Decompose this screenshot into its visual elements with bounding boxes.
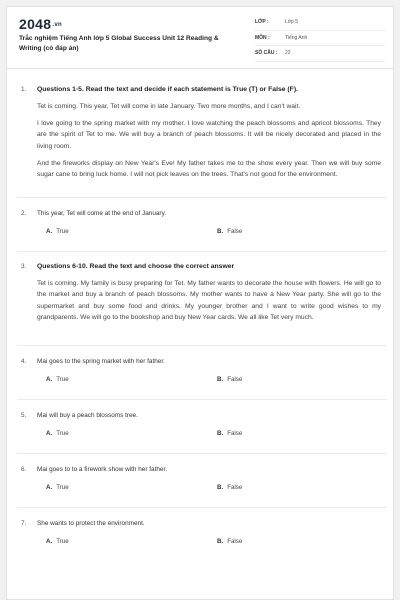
question-5 xyxy=(17,411,387,421)
question-7 xyxy=(17,519,387,529)
option-a[interactable]: A. True xyxy=(46,484,69,492)
question-number: 3. xyxy=(21,263,27,271)
meta-key: LỚP : xyxy=(255,19,269,26)
meta-row-subject xyxy=(255,31,385,47)
passage-paragraph: Tet is coming. My family is busy preparing for Tet. My father wants to decorate the house with flowers. He will go to the market and buy a branch of peach blossoms. My mother wants to have a New Year party. She will go to the supermarket and buy some food and drinks. My younger brother and I want to write good wishes to my grandparents. We will go to the bookshop and buy New Year cards. We all like Tet very much. xyxy=(37,280,381,321)
meta-value: 22 xyxy=(285,50,291,57)
meta-table xyxy=(255,15,385,62)
option-b[interactable]: B. False xyxy=(217,538,243,546)
passage-paragraph: And the fireworks display on New Year's Eve! My father takes me to the show every year. Then we will buy some sugar cane to bring luck home. I will not pick leaves on the trees. That's not good for the environment. xyxy=(37,159,381,179)
logo-text: 2048 xyxy=(19,16,52,32)
question-text: She wants to protect the environment. xyxy=(37,520,145,528)
option-a[interactable]: A. True xyxy=(46,430,69,438)
option-b[interactable]: B. False xyxy=(217,376,243,384)
option-a[interactable]: A. True xyxy=(46,376,69,384)
section-heading-2 xyxy=(17,262,387,272)
answer-options xyxy=(17,228,387,238)
question-number: 1. xyxy=(21,86,27,93)
site-logo[interactable] xyxy=(19,16,62,32)
passage-paragraph: I love going to the spring market with my mother. I love watching the peach blossoms and apricot blossoms. They are the spirit of Tet to me. We will buy a branch of peach blossoms. It will be nicely decorated and placed in the living room. xyxy=(37,120,381,150)
logo-suffix: .vn xyxy=(52,22,62,29)
meta-row-count xyxy=(255,46,385,62)
reading-passage-1 xyxy=(17,101,387,180)
question-number: 6. xyxy=(21,466,27,474)
reading-passage-2 xyxy=(17,278,387,323)
question-4 xyxy=(17,357,387,367)
page-header xyxy=(7,7,393,69)
question-text: Mai will buy a peach blossoms tree. xyxy=(37,412,138,420)
option-a[interactable]: A. True xyxy=(46,538,69,546)
answer-options xyxy=(17,430,387,440)
worksheet-page xyxy=(6,6,394,600)
question-text: Mai goes to to a firework show with her father. xyxy=(37,466,168,474)
question-2 xyxy=(17,209,387,219)
question-6 xyxy=(17,465,387,475)
passage-paragraph: Tet is coming. This year, Tet will come in late January. Two more months, and I can't wait. xyxy=(37,103,301,110)
option-b[interactable]: B. False xyxy=(217,228,243,236)
answer-options xyxy=(17,538,387,548)
meta-row-class xyxy=(255,15,385,31)
option-a[interactable]: A. True xyxy=(46,228,69,236)
question-heading: Questions 6-10. Read the text and choose the correct answer xyxy=(37,263,235,271)
question-number: 2. xyxy=(21,210,27,218)
question-number: 4. xyxy=(21,358,27,366)
answer-options xyxy=(17,376,387,386)
meta-value: Tiếng Anh xyxy=(285,34,308,41)
document-title: Trắc nghiệm Tiếng Anh lớp 5 Global Success Unit 12 Reading & Writing (có đáp án) xyxy=(19,35,219,52)
section-heading-1 xyxy=(17,85,387,95)
meta-key: MÔN : xyxy=(255,34,270,41)
option-b[interactable]: B. False xyxy=(217,484,243,492)
question-text: This year, Tet will come at the end of January. xyxy=(37,210,167,218)
option-b[interactable]: B. False xyxy=(217,430,243,438)
question-list xyxy=(17,69,387,548)
meta-key: SỐ CÂU : xyxy=(255,50,278,57)
question-number: 5. xyxy=(21,412,27,420)
question-heading: Questions 1-5. Read the text and decide if each statement is True (T) or False (F). xyxy=(37,86,298,93)
question-number: 7. xyxy=(21,520,27,528)
question-text: Mai goes to the spring market with her father. xyxy=(37,358,165,366)
answer-options xyxy=(17,484,387,494)
meta-value: Lớp 5 xyxy=(285,19,299,26)
